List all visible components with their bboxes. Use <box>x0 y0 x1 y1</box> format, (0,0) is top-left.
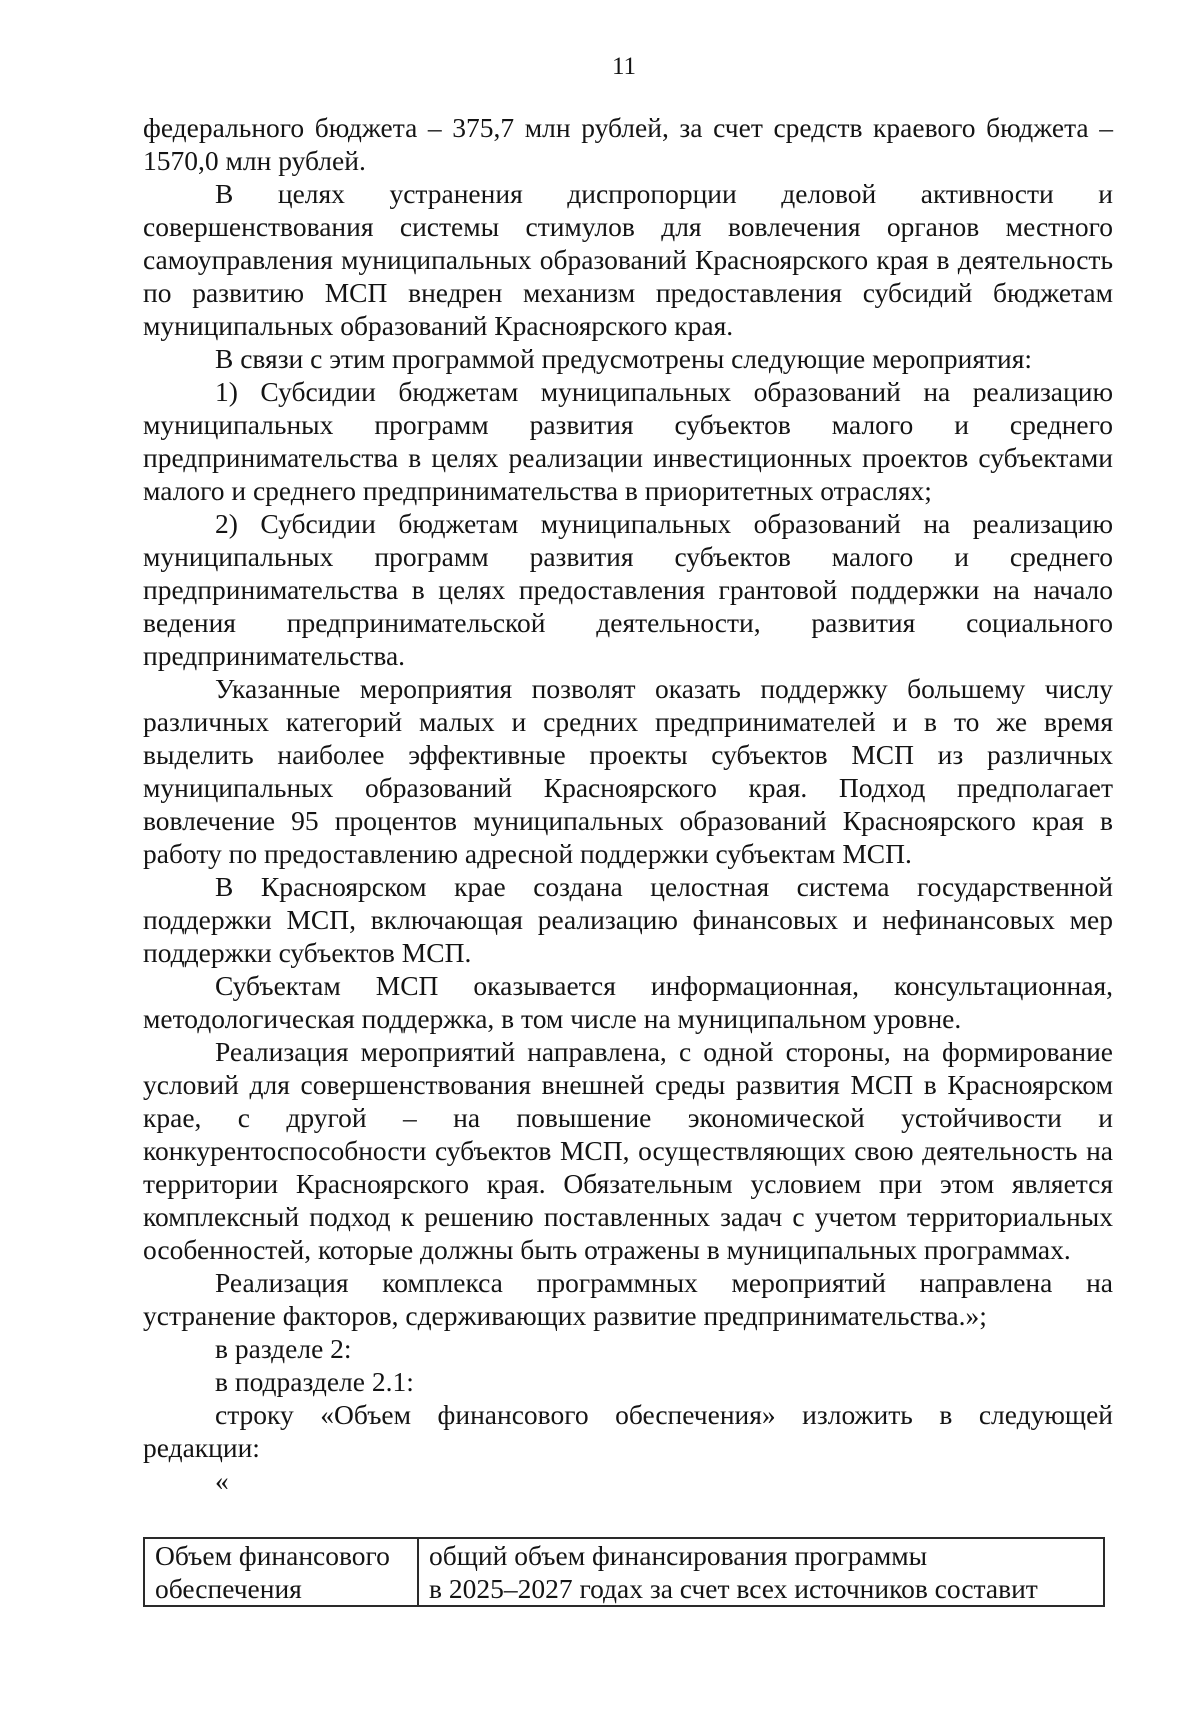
paragraph-7: В Красноярском крае создана целостная система государственной поддержки МСП, включающая реализацию финансовых и нефинансовых мер поддержки субъектов МСП. <box>143 871 1113 968</box>
paragraph-2: В целях устранения диспропорции деловой активности и совершенствования системы стимулов для вовлечения органов местного самоуправления муниципальных образований Красноярского края в деятельность по развитию МСП внедрен механизм предоставления субсидий бюджетам муниципальных образований Красноярского края. <box>143 178 1113 341</box>
paragraph-11: в разделе 2: <box>215 1333 352 1364</box>
paragraph-9: Реализация мероприятий направлена, с одной стороны, на формирование условий для совершенствования внешней среды развития МСП в Красноярском крае, с другой – на повышение экономической устойчивости и конкурентоспособности субъектов МСП, осуществляющих свою деятельность на территории Красноярского края. Обязательным условием при этом является комплексный подход к решению поставленных задач с учетом территориальных особенностей, которые должны быть отражены в муниципальных программах. <box>143 1036 1113 1265</box>
paragraph-10: Реализация комплекса программных мероприятий направлена на устранение факторов, сдерживающих развитие предпринимательства.»; <box>143 1267 1113 1331</box>
paragraph-4: 1) Субсидии бюджетам муниципальных образований на реализацию муниципальных программ развития субъектов малого и среднего предпринимательства в целях реализации инвестиционных проектов субъектами малого и среднего предпринимательства в приоритетных отраслях; <box>143 376 1113 506</box>
paragraph-8: Субъектам МСП оказывается информационная, консультационная, методологическая поддержка, в том числе на муниципальном уровне. <box>143 970 1113 1034</box>
financing-table <box>143 1537 1105 1607</box>
page-number: 11 <box>611 53 637 80</box>
cell-line: общий объем финансирования программы <box>429 1540 928 1571</box>
paragraph-12: в подразделе 2.1: <box>215 1366 414 1397</box>
paragraph-5: 2) Субсидии бюджетам муниципальных образований на реализацию муниципальных программ развития субъектов малого и среднего предпринимательства в целях предоставления грантовой поддержки на начало ведения предпринимательской деятельности, развития социального предпринимательства. <box>143 508 1113 671</box>
document-body <box>143 111 1113 1497</box>
table-cell-value <box>418 1538 1104 1606</box>
table-cell-label <box>144 1538 418 1606</box>
cell-line: Объем финансового <box>155 1540 390 1571</box>
table-row <box>144 1538 1104 1606</box>
paragraph-1: федерального бюджета – 375,7 млн рублей, за счет средств краевого бюджета – 1570,0 млн рублей. <box>143 112 1113 176</box>
paragraph-13: строку «Объем финансового обеспечения» изложить в следующей редакции: <box>143 1399 1113 1463</box>
cell-line: в 2025–2027 годах за счет всех источников составит <box>429 1573 1038 1604</box>
paragraph-6: Указанные мероприятия позволят оказать поддержку большему числу различных категорий малых и средних предпринимателей и в то же время выделить наиболее эффективные проекты субъектов МСП из различных муниципальных образований Красноярского края. Подход предполагает вовлечение 95 процентов муниципальных образований Красноярского края в работу по предоставлению адресной поддержки субъектам МСП. <box>143 673 1113 869</box>
cell-line: обеспечения <box>155 1573 302 1604</box>
paragraph-3: В связи с этим программой предусмотрены следующие мероприятия: <box>215 343 1033 374</box>
table-open-quote: « <box>215 1465 229 1496</box>
